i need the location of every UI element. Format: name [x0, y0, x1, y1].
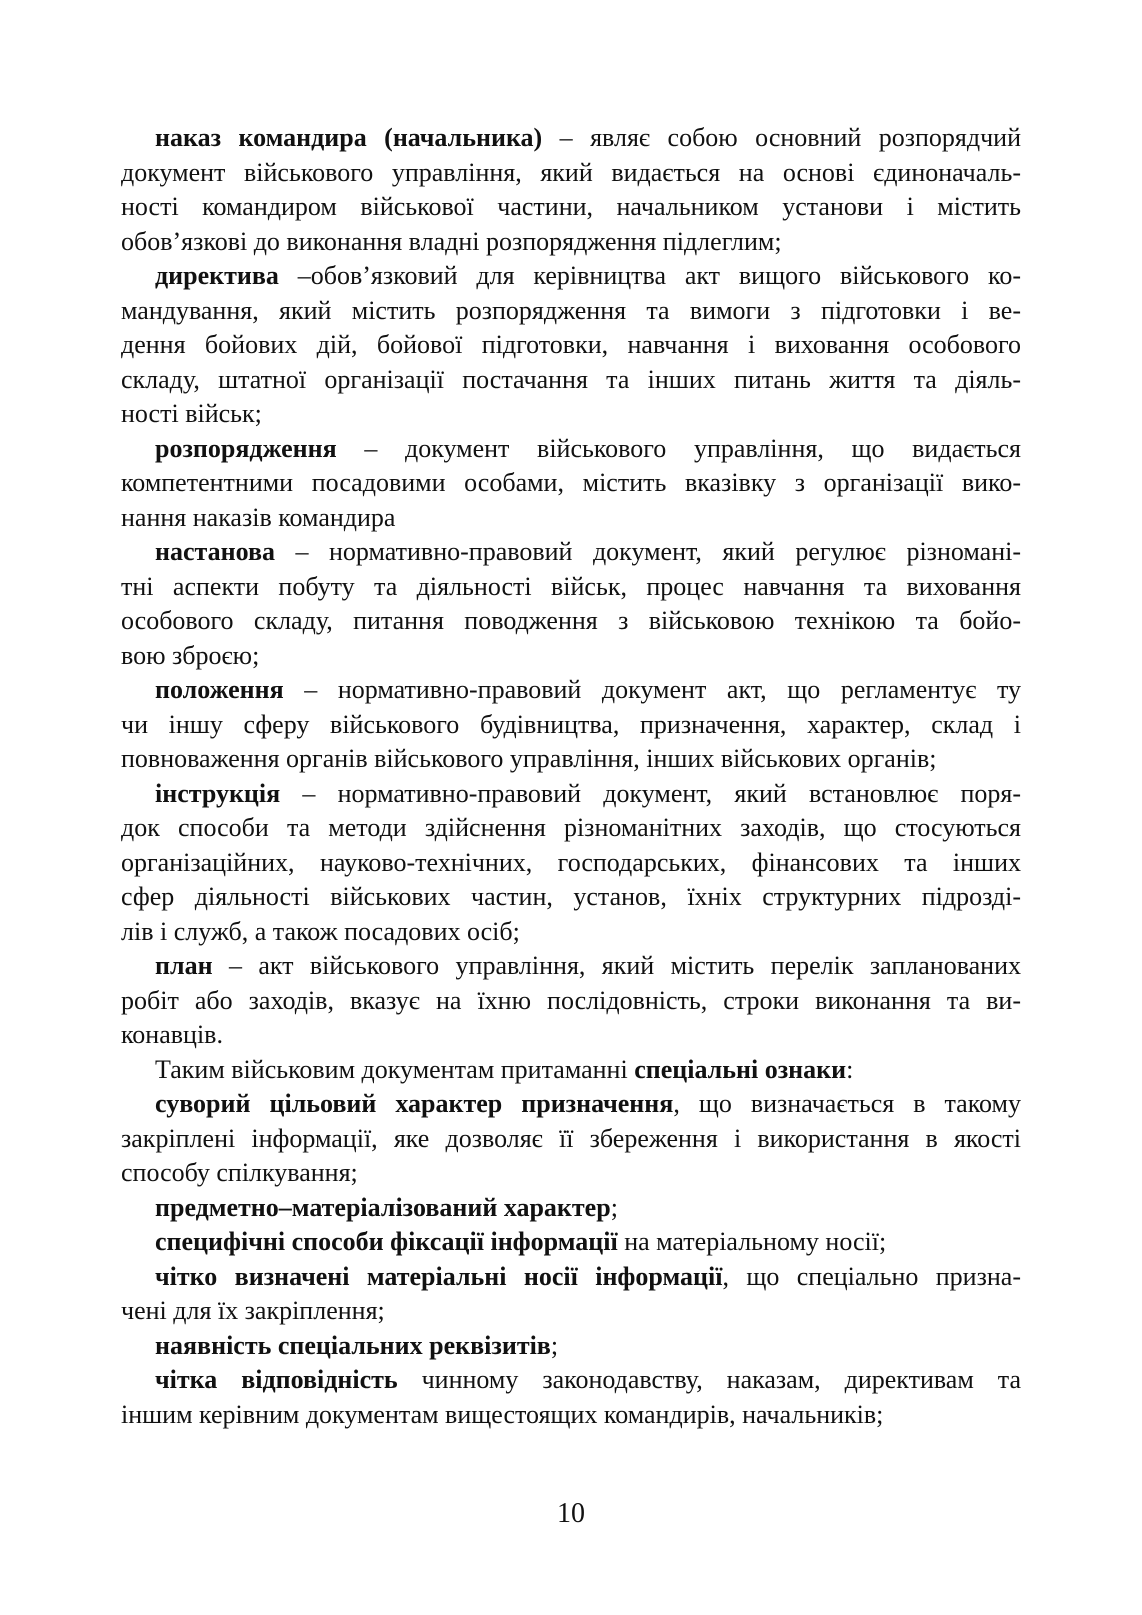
paragraph	[121, 432, 1021, 536]
text-line	[121, 915, 1021, 950]
body-text: ності командиром військової частини, начальником установи і містить	[121, 192, 1021, 221]
body-text: – нормативно-правовий документ, який регулює різномані-	[274, 537, 1021, 566]
body-text: організаційних, науково-технічних, господарських, фінансових та інших	[121, 847, 1021, 877]
bold-term: наявність спеціальних реквізитів	[155, 1330, 551, 1360]
body-text: док способи та методи здійснення різноманітних заходів, що стосуються	[121, 813, 1021, 842]
text-line	[121, 225, 1021, 260]
body-text: –обов’язковий для керівництва акт вищого військового ко-	[278, 261, 1021, 290]
text-line	[121, 432, 1021, 467]
text-line	[121, 1398, 1021, 1433]
text-block	[121, 121, 1021, 1432]
text-line	[121, 1053, 1021, 1088]
body-text: – документ військового управління, що видається	[336, 433, 1021, 463]
body-text: , що визначається в такому	[673, 1089, 1021, 1118]
page-footer	[0, 1497, 1142, 1531]
body-text: , що спеціально призна-	[722, 1261, 1021, 1291]
paragraph	[121, 1329, 1021, 1364]
bold-term: розпорядження	[155, 433, 337, 463]
bold-term: положення	[155, 675, 284, 704]
text-line	[121, 466, 1021, 501]
text-line	[121, 501, 1021, 536]
body-text: – нормативно-правовий документ, який встановлює поря-	[280, 778, 1021, 808]
bold-term: спеціальні ознаки	[634, 1054, 847, 1084]
body-text: сфер діяльності військових частин, установ, їхніх структурних підрозді-	[121, 882, 1021, 911]
text-line	[121, 1329, 1021, 1364]
body-text: обов’язкові до виконання владні розпорядження підлеглим;	[121, 226, 782, 256]
body-text: на матеріальному носії;	[617, 1227, 887, 1256]
body-text: – нормативно-правовий документ акт, що регламентує ту	[283, 675, 1021, 704]
text-line	[121, 604, 1021, 639]
paragraph	[121, 777, 1021, 950]
body-text: ;	[610, 1192, 618, 1222]
body-text: тні аспекти побуту та діяльності військ, процес навчання та виховання	[121, 571, 1021, 601]
body-text: компетентними посадовими особами, містить вказівку з організації вико-	[121, 468, 1021, 497]
text-line	[121, 880, 1021, 915]
bold-term: чітко визначені матеріальні носії інформації	[155, 1261, 723, 1291]
paragraph	[121, 259, 1021, 432]
body-text: повноваження органів військового управління, інших військових органів;	[121, 744, 937, 773]
body-text: іншим керівним документам вищестоящих командирів, начальників;	[121, 1399, 884, 1429]
body-text: вою зброєю;	[121, 640, 260, 670]
text-line	[121, 259, 1021, 294]
text-line	[121, 1191, 1021, 1226]
paragraph	[121, 1260, 1021, 1329]
text-line	[121, 121, 1021, 156]
text-line	[121, 639, 1021, 674]
body-text: особового складу, питання поводження з військовою технікою та бойо-	[121, 606, 1021, 635]
text-line	[121, 811, 1021, 846]
body-text: мандування, який містить розпорядження та вимоги з підготовки і ве-	[121, 295, 1021, 325]
body-text: чи іншу сферу військового будівництва, призначення, характер, склад і	[121, 709, 1021, 739]
paragraph	[121, 1363, 1021, 1432]
paragraph	[121, 1087, 1021, 1191]
text-line	[121, 294, 1021, 329]
body-text: робіт або заходів, вказує на їхню послідовність, строки виконання та ви-	[121, 985, 1021, 1015]
paragraph	[121, 673, 1021, 777]
paragraph	[121, 949, 1021, 1053]
body-text: ності військ;	[121, 399, 262, 428]
body-text: ;	[550, 1330, 559, 1360]
text-line	[121, 570, 1021, 605]
text-line	[121, 984, 1021, 1019]
paragraph	[121, 1225, 1021, 1260]
body-text: лів і служб, а також посадових осіб;	[121, 916, 520, 946]
text-line	[121, 1225, 1021, 1260]
paragraph	[121, 1053, 1021, 1088]
bold-term: інструкція	[155, 778, 281, 808]
text-line	[121, 156, 1021, 191]
paragraph	[121, 535, 1021, 673]
page-number: 10	[557, 1498, 585, 1529]
text-line	[121, 846, 1021, 881]
body-text: дення бойових дій, бойової підготовки, навчання і виховання особового	[121, 330, 1021, 359]
text-line	[121, 1363, 1021, 1398]
text-line	[121, 777, 1021, 812]
body-text: документ військового управління, який видається на основі єдиноначаль-	[121, 157, 1021, 187]
body-text: конавців.	[121, 1020, 223, 1049]
text-line	[121, 1087, 1021, 1122]
body-text: :	[846, 1054, 854, 1084]
bold-term: предметно–матеріалізований характер	[155, 1192, 611, 1222]
text-line	[121, 1294, 1021, 1329]
body-text: чинному законодавству, наказам, директивам та	[397, 1365, 1021, 1394]
text-line	[121, 1260, 1021, 1295]
body-text: нання наказів командира	[121, 502, 396, 532]
text-line	[121, 673, 1021, 708]
bold-term: наказ командира (начальника)	[155, 123, 543, 152]
bold-term: план	[155, 951, 213, 980]
text-line	[121, 363, 1021, 398]
body-text: – являє собою основний розпорядчий	[542, 123, 1022, 152]
body-text: закріплені інформації, яке дозволяє її збереження і використання в якості	[121, 1123, 1021, 1153]
body-text: Таким військовим документам притаманні	[155, 1054, 635, 1084]
bold-term: специфічні способи фіксації інформації	[155, 1227, 618, 1256]
text-line	[121, 1156, 1021, 1191]
text-line	[121, 397, 1021, 432]
bold-term: чітка відповідність	[155, 1365, 398, 1394]
text-line	[121, 708, 1021, 743]
text-line	[121, 328, 1021, 363]
text-line	[121, 1122, 1021, 1157]
bold-term: директива	[155, 261, 279, 290]
body-text: складу, штатної організації постачання та інших питань життя та діяль-	[121, 364, 1021, 394]
text-line	[121, 535, 1021, 570]
bold-term: суворий цільовий характер призначення	[155, 1089, 674, 1118]
body-text: чені для їх закріплення;	[121, 1296, 385, 1325]
body-text: способу спілкування;	[121, 1158, 358, 1187]
bold-term: настанова	[155, 537, 275, 566]
text-line	[121, 949, 1021, 984]
paragraph	[121, 1191, 1021, 1226]
body-text: – акт військового управління, який містить перелік запланованих	[212, 951, 1021, 980]
text-line	[121, 1018, 1021, 1053]
text-line	[121, 190, 1021, 225]
text-line	[121, 742, 1021, 777]
paragraph	[121, 121, 1021, 259]
